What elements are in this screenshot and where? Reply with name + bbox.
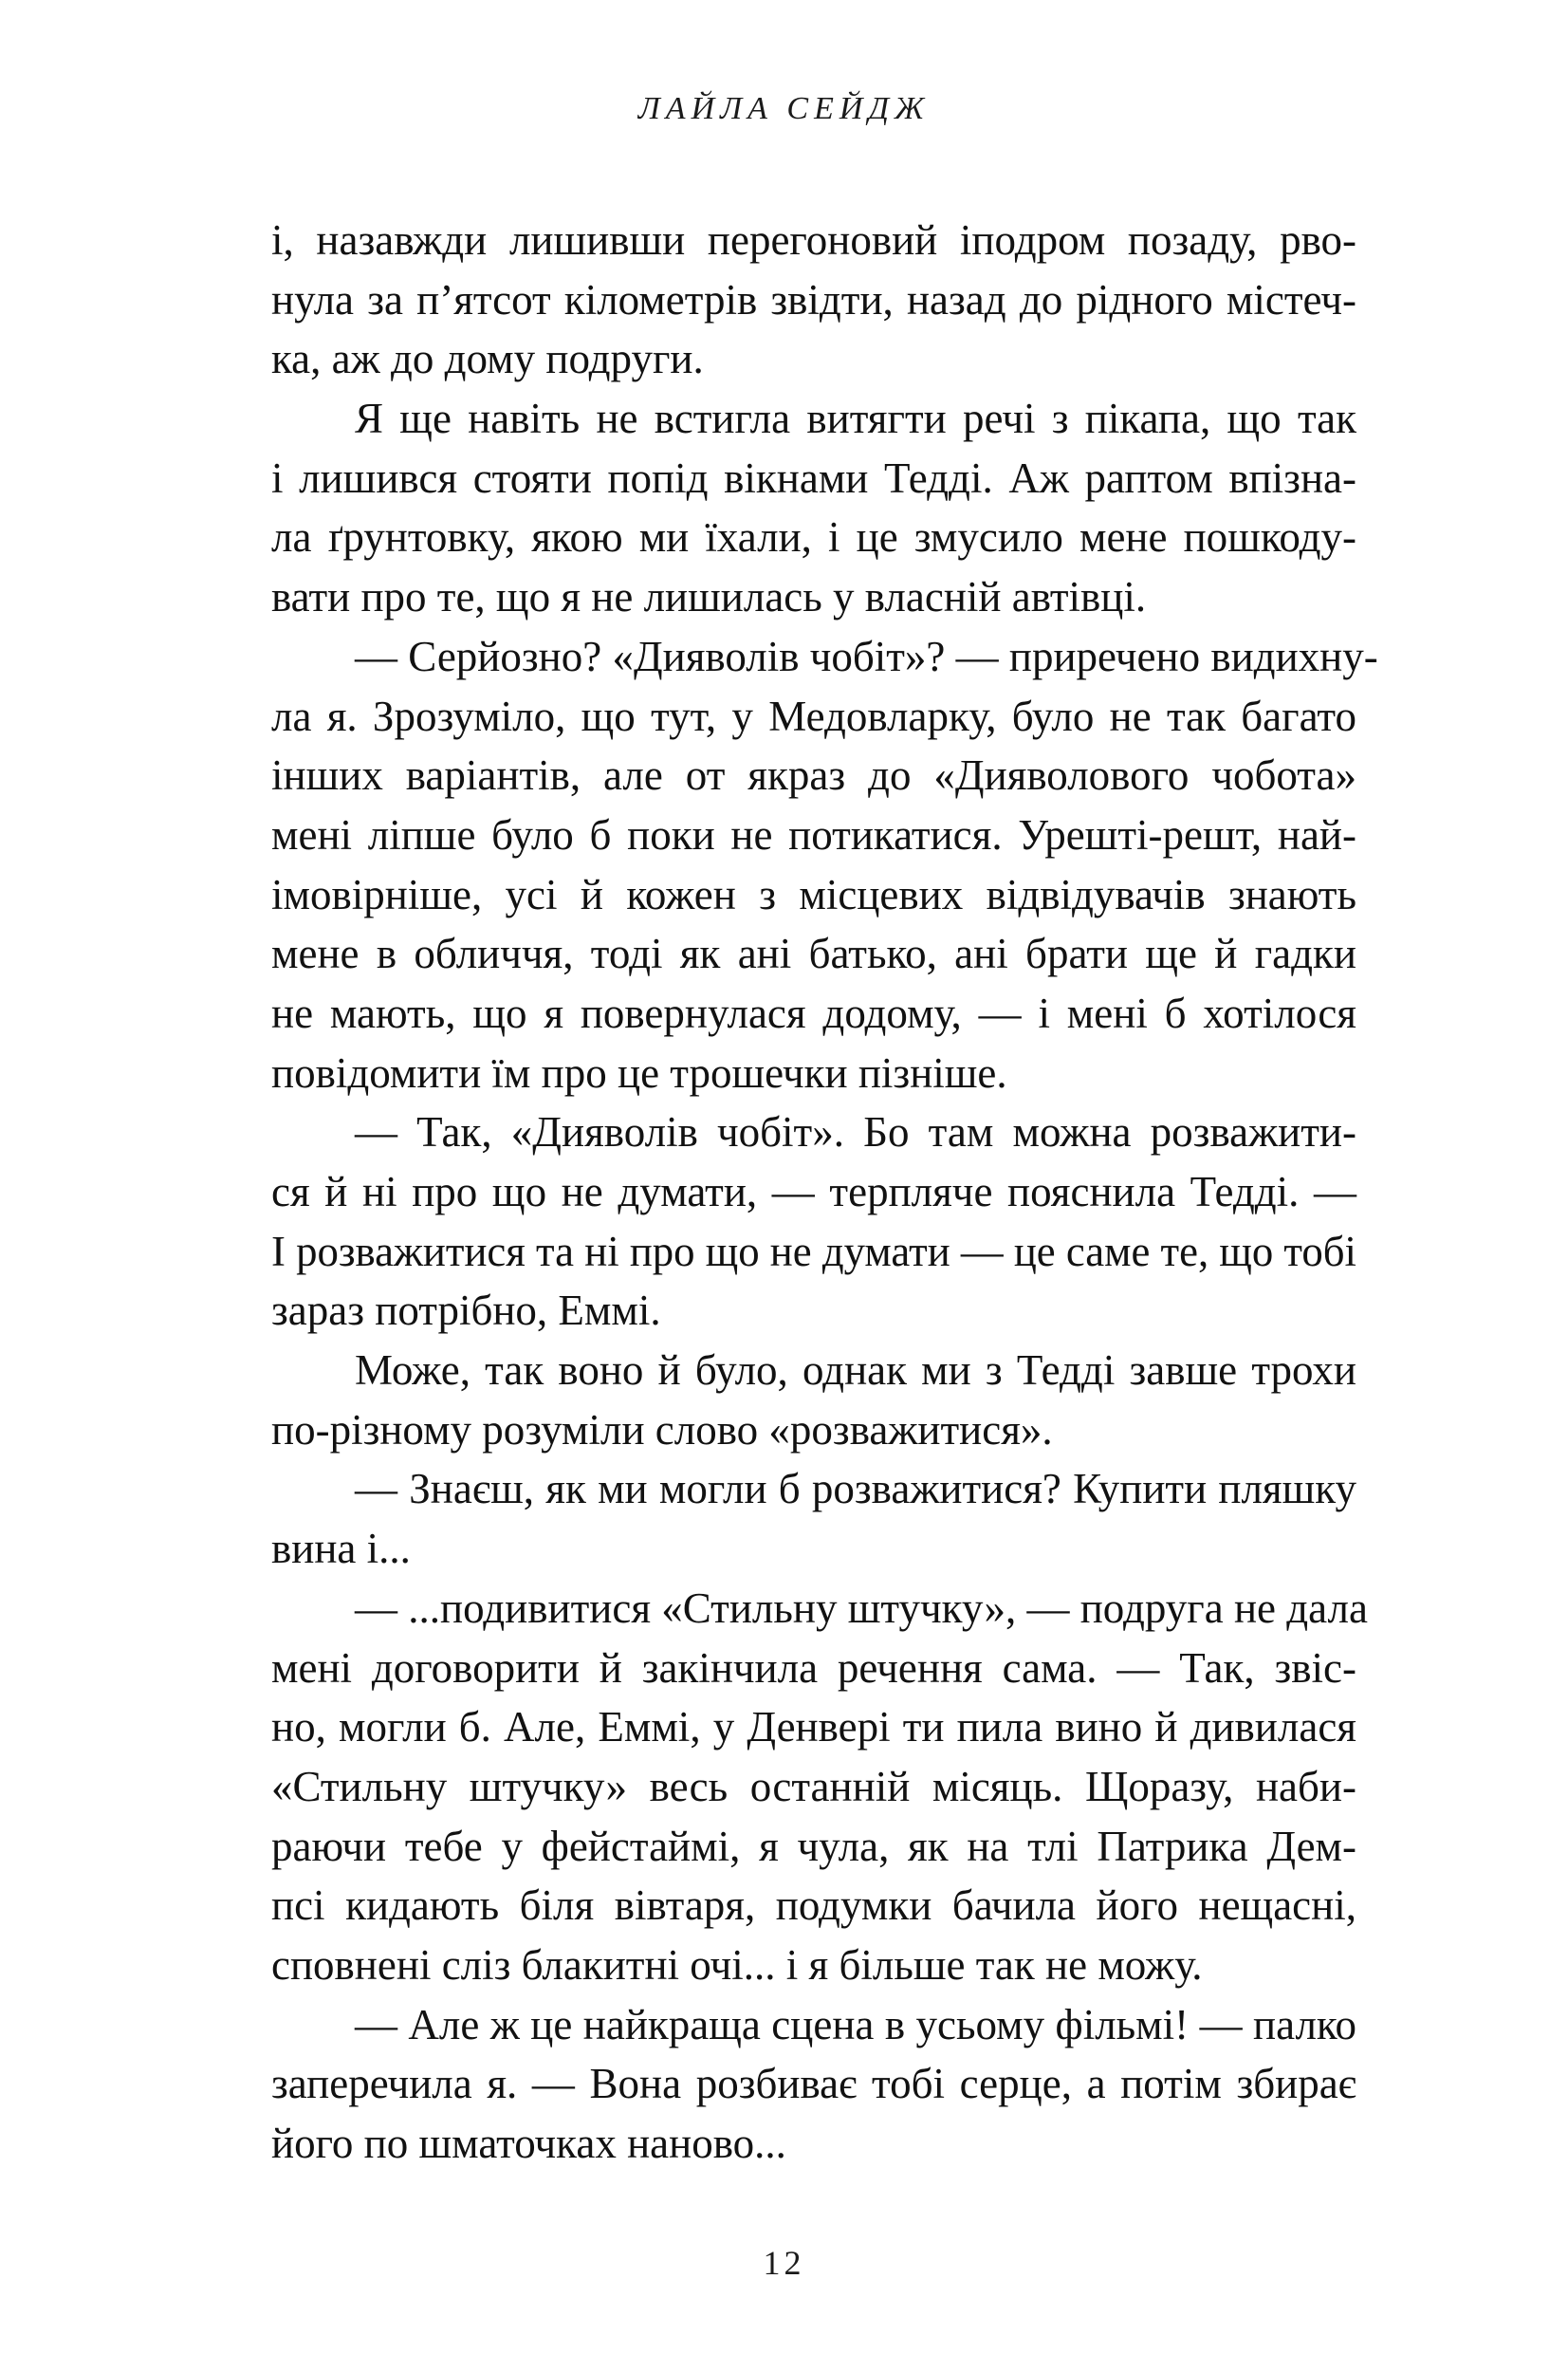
text-line: — Але ж це найкраща сцена в усьому фільмі! — палко [355,2000,1356,2048]
text-line: зараз потрібно, Еммі. [271,1287,661,1335]
paragraph [271,1102,1356,1341]
text-line: — Знаєш, як ми могли б розважитися? Купити пляшку [355,1465,1356,1513]
text-line: мені договорити й закінчила речення сама. — Так, звіс- [271,1643,1356,1692]
text-line: заперечила я. — Вона розбиває тобі серце, а потім збирає [271,2060,1356,2108]
text-line: Може, так воно й було, однак ми з Тедді завше трохи [355,1346,1356,1395]
text-line: імовірніше, усі й кожен з місцевих відвідувачів знають [271,870,1356,918]
text-line: — ...подивитися «Стильну штучку», — подруга не дала [355,1584,1368,1632]
text-line: повідомити їм про це трошечки пізніше. [271,1048,1007,1097]
paragraph [271,627,1378,1103]
text-line: і лишився стояти попід вікнами Тедді. Аж раптом впізна- [271,454,1356,502]
text-line: і, назавжди лишивши перегоновий іподром позаду, рво- [271,216,1356,264]
body-text [271,211,1378,2174]
paragraph [271,1579,1368,1995]
text-line: сповнені сліз блакитні очі... і я більше так не можу. [271,1940,1203,1989]
text-line: но, могли б. Але, Еммі, у Денвері ти пила вино й дивилася [271,1703,1356,1751]
text-line: ся й ні про що не думати, — терпляче пояснила Тедді. — [271,1168,1356,1215]
paragraph [271,211,1356,389]
text-line: — Серйозно? «Дияволів чобіт»? — приречено видихну- [355,632,1378,680]
text-line: — Так, «Дияволів чобіт». Бо там можна розважити- [355,1108,1356,1157]
text-line: псі кидають біля вівтаря, подумки бачила його нещасні, [271,1881,1356,1930]
text-line: не мають, що я повернулася додому, — і мені б хотілося [271,989,1356,1037]
text-line: нула за п’ятсот кілометрів звідти, назад до рідного містеч- [271,275,1356,324]
text-line: Я ще навіть не встигла витягти речі з пікапа, що так [355,395,1356,443]
text-line: вина і... [271,1525,411,1573]
paragraph [271,1459,1356,1578]
text-line: вати про те, що я не лишилась у власній автівці. [271,573,1147,621]
text-line: раючи тебе у фейстаймі, я чула, як на тлі Патрика Дем- [271,1822,1356,1870]
running-head-author: ЛАЙЛА СЕЙДЖ [637,91,931,126]
page-number: 12 [763,2244,805,2282]
text-line: ла ґрунтовку, якою ми їхали, і це змусило мене пошкоду- [271,513,1356,562]
text-line: мене в обличчя, тоді як ані батько, ані брати ще й гадки [271,930,1356,978]
paragraph [271,1995,1356,2174]
text-line: інших варіантів, але от якраз до «Дияволового чобота» [271,751,1356,800]
text-line: І розважитися та ні про що не думати — це саме те, що тобі [271,1227,1356,1275]
text-line: по-різному розуміли слово «розважитися». [271,1405,1053,1454]
text-line: ла я. Зрозуміло, що тут, у Медовларку, було не так багато [271,692,1356,740]
paragraph [271,389,1356,627]
text-line: його по шматочках наново... [271,2120,786,2167]
text-line: мені ліпше було б поки не потикатися. Урешті-решт, най- [271,810,1356,859]
paragraph [271,1341,1356,1459]
text-line: ка, аж до дому подруги. [271,335,704,383]
text-line: «Стильну штучку» весь останній місяць. Щоразу, наби- [271,1762,1356,1810]
